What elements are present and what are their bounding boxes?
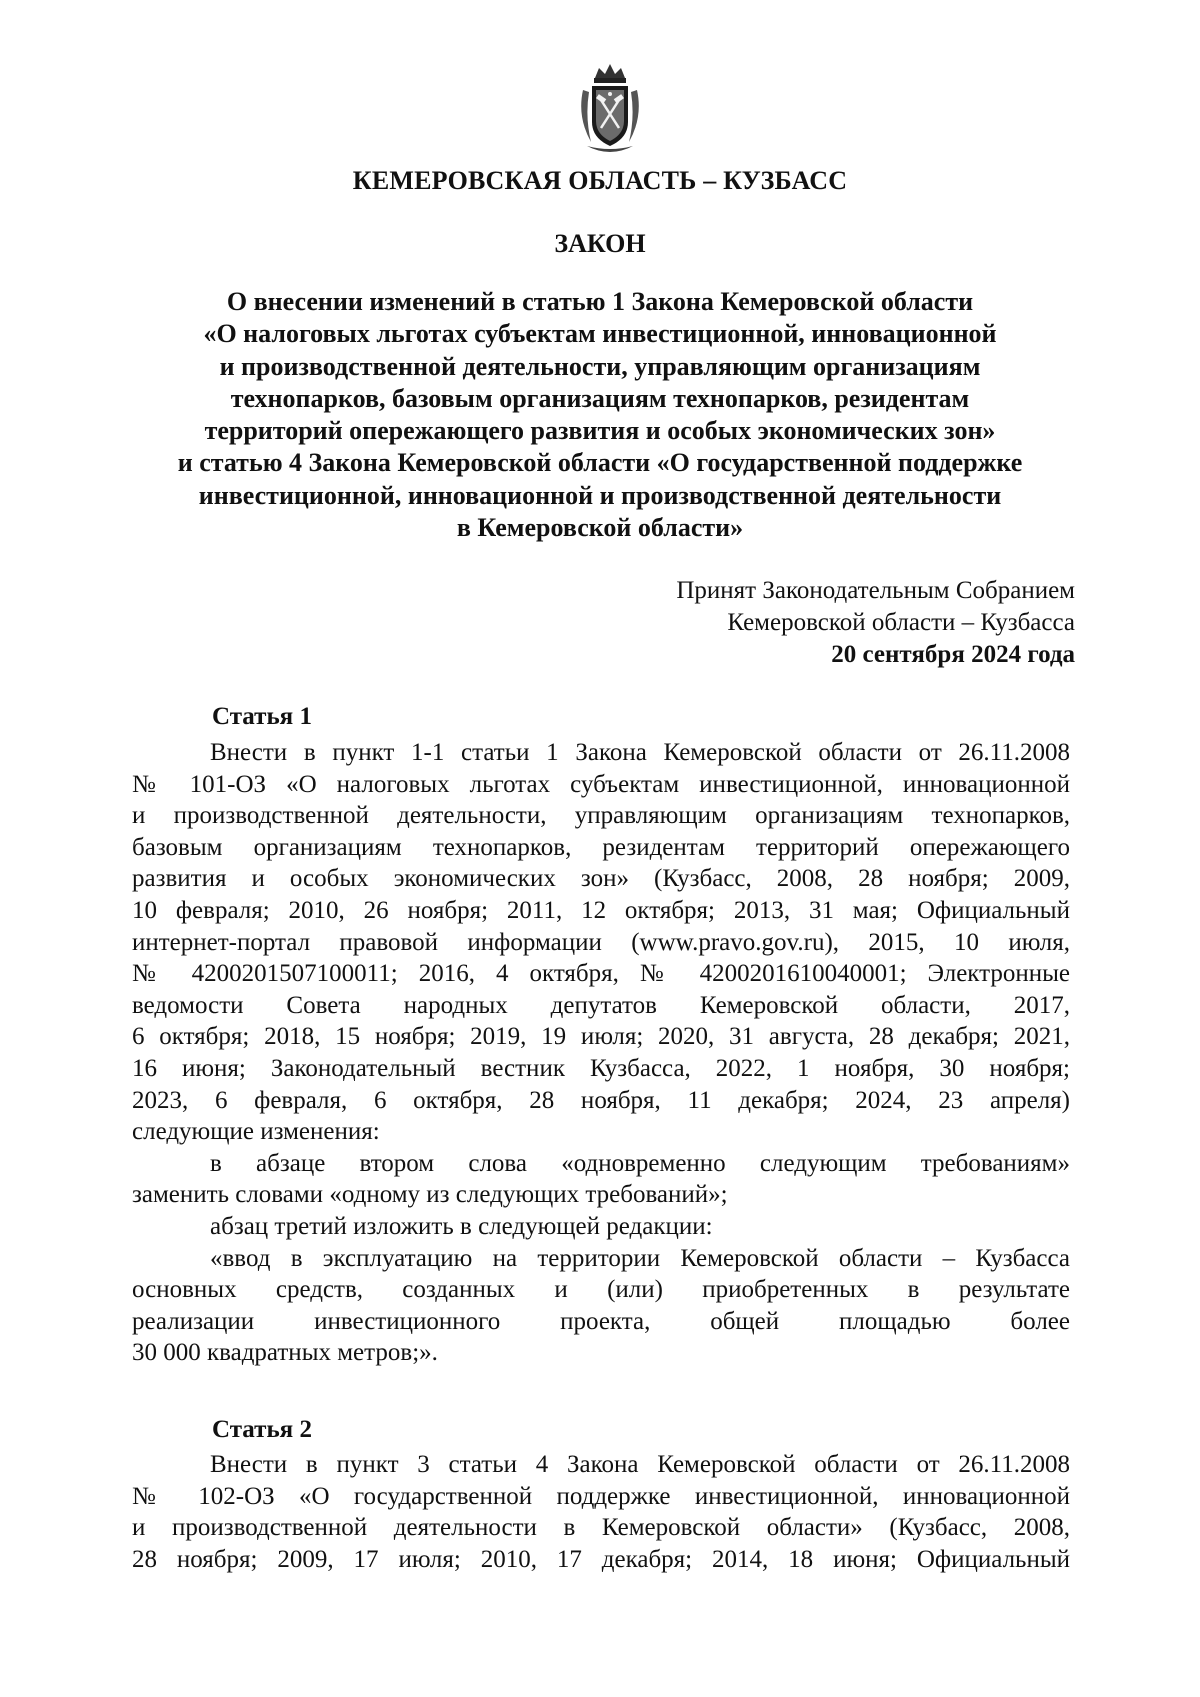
law-title-line: и статью 4 Закона Кемеровской области «О государственной поддержке	[177, 448, 1023, 478]
text-line: и производственной деятельности в Кемеровской области» (Кузбасс, 2008,	[132, 1514, 1070, 1542]
text-line: заменить словами «одному из следующих требований»;	[132, 1181, 728, 1209]
article-2-heading: Статья 2	[212, 1416, 312, 1443]
text-line: 2023, 6 февраля, 6 октября, 28 ноября, 11 декабря; 2024, 23 апреля)	[132, 1086, 1070, 1114]
text-line: № 101-ОЗ «О налоговых льготах субъектам инвестиционной, инновационной	[132, 770, 1070, 798]
law-title-line: «О налоговых льготах субъектам инвестиционной, инновационной	[203, 319, 997, 349]
text-line: Внести в пункт 1-1 статьи 1 Закона Кемеровской области от 26.11.2008	[210, 739, 1070, 766]
article-1-text	[132, 737, 1070, 1369]
text-line: 6 октября; 2018, 15 ноября; 2019, 19 июля; 2020, 31 августа, 28 декабря; 2021,	[132, 1023, 1070, 1051]
law-title-line: инвестиционной, инновационной и производственной деятельности	[198, 480, 1002, 510]
text-line: основных средств, созданных и (или) приобретенных в результате	[132, 1276, 1070, 1304]
law-title-line: территорий опережающего развития и особых экономических зон»	[204, 416, 996, 446]
region-name: КЕМЕРОВСКАЯ ОБЛАСТЬ – КУЗБАСС	[352, 166, 848, 195]
adoption-line: Кемеровской области – Кузбасса	[727, 609, 1075, 636]
law-title	[0, 286, 1200, 544]
adoption-line: Принят Законодательным Собранием	[676, 577, 1075, 604]
law-title-line: О внесении изменений в статью 1 Закона Кемеровской области	[226, 287, 974, 316]
adoption-block	[676, 575, 1075, 671]
text-line: развития и особых экономических зон» (Кузбасс, 2008, 28 ноября; 2009,	[132, 865, 1070, 893]
text-line: 28 ноября; 2009, 17 июля; 2010, 17 декабря; 2014, 18 июня; Официальный	[132, 1545, 1070, 1573]
law-title-line: технопарков, базовым организациям технопарков, резидентам	[230, 383, 970, 413]
text-line: № 102-ОЗ «О государственной поддержке инвестиционной, инновационной	[132, 1482, 1070, 1510]
article-1-heading: Статья 1	[212, 703, 312, 730]
document-type: ЗАКОН	[554, 229, 646, 258]
text-line: реализации инвестиционного проекта, общей площадью более	[132, 1307, 1070, 1335]
text-line: и производственной деятельности, управляющим организациям технопарков,	[132, 802, 1070, 830]
text-line: ведомости Совета народных депутатов Кемеровской области, 2017,	[132, 991, 1070, 1019]
text-line: 16 июня; Законодательный вестник Кузбасса, 2022, 1 ноября, 30 ноября;	[132, 1054, 1070, 1082]
text-line: 10 февраля; 2010, 26 ноября; 2011, 12 октября; 2013, 31 мая; Официальный	[132, 896, 1070, 924]
text-line: интернет-портал правовой информации (www.pravo.gov.ru), 2015, 10 июля,	[132, 928, 1070, 956]
text-line: № 4200201507100011; 2016, 4 октября, № 4200201610040001; Электронные	[132, 960, 1070, 988]
text-line: следующие изменения:	[132, 1118, 380, 1146]
text-line: абзац третий изложить в следующей редакции:	[210, 1212, 713, 1240]
text-line: в абзаце втором слова «одновременно следующим требованиям»	[210, 1149, 1070, 1177]
text-line: «ввод в эксплуатацию на территории Кемеровской области – Кузбасса	[210, 1244, 1070, 1272]
text-line: Внести в пункт 3 статьи 4 Закона Кемеровской области от 26.11.2008	[210, 1451, 1070, 1478]
text-line: 30 000 квадратных метров;».	[132, 1339, 438, 1367]
article-2-text	[132, 1449, 1070, 1575]
text-line: базовым организациям технопарков, резидентам территорий опережающего	[132, 833, 1070, 861]
law-title-line: в Кемеровской области»	[456, 513, 744, 543]
law-title-line: и производственной деятельности, управляющим организациям	[219, 351, 981, 381]
coat-of-arms-icon	[575, 62, 645, 154]
adoption-date: 20 сентября 2024 года	[831, 641, 1075, 668]
